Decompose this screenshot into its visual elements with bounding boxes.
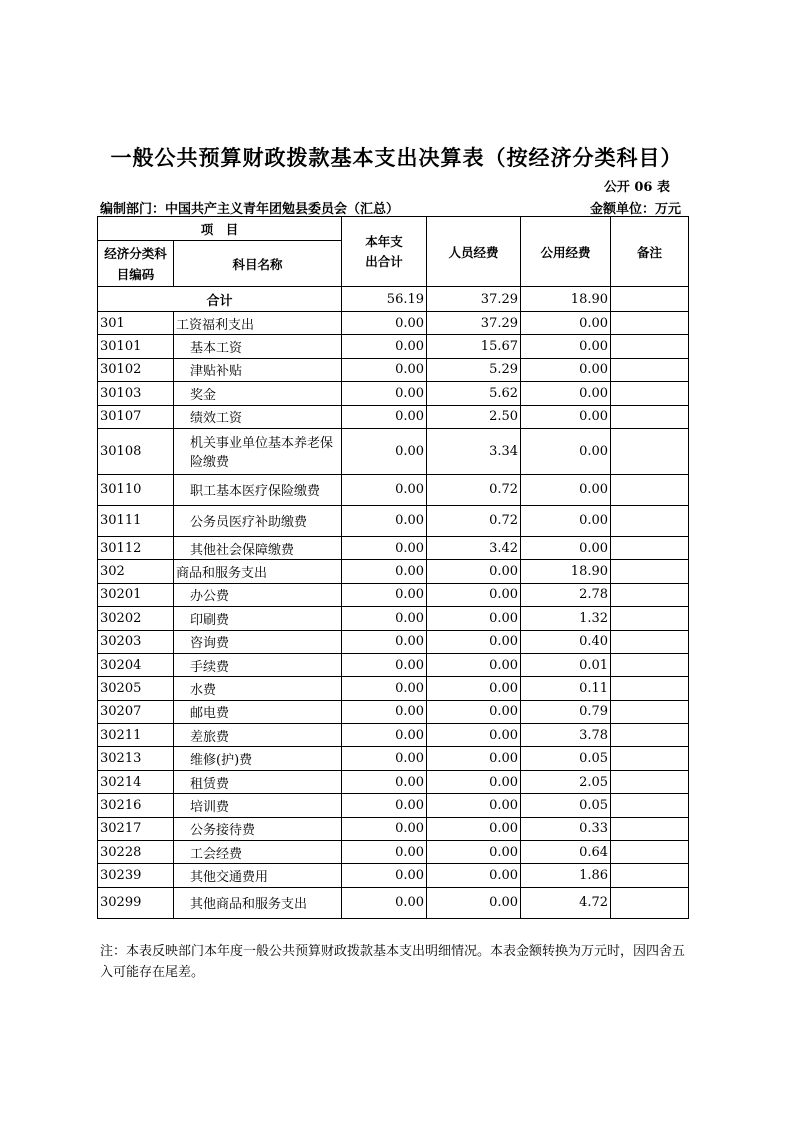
table-row [98, 382, 689, 405]
row-note [611, 428, 689, 474]
row-code: 30110 [98, 474, 174, 505]
page-title: 一般公共预算财政拨款基本支出决算表（按经济分类科目） [110, 146, 683, 170]
row-total: 0.00 [342, 505, 427, 536]
row-note [611, 505, 689, 536]
table-row [98, 630, 689, 653]
row-personnel: 3.34 [427, 428, 521, 474]
row-code: 30103 [98, 382, 174, 405]
row-personnel: 0.00 [427, 864, 521, 887]
row-personnel: 0.72 [427, 505, 521, 536]
row-personnel: 0.00 [427, 560, 521, 583]
table-row [98, 583, 689, 606]
table-row [98, 560, 689, 583]
table-row [98, 700, 689, 723]
row-total: 0.00 [342, 358, 427, 381]
header-note: 备注 [611, 217, 689, 287]
row-note [611, 607, 689, 630]
row-note [611, 700, 689, 723]
row-total: 0.00 [342, 382, 427, 405]
row-code: 30101 [98, 335, 174, 358]
row-public: 0.00 [521, 536, 611, 559]
row-name: 商品和服务支出 [174, 560, 342, 583]
row-total: 0.00 [342, 560, 427, 583]
table-row [98, 474, 689, 505]
row-code: 30107 [98, 405, 174, 428]
row-total: 0.00 [342, 335, 427, 358]
row-total: 0.00 [342, 841, 427, 864]
table-row [98, 428, 689, 474]
row-name: 其他交通费用 [174, 864, 342, 887]
row-name: 公务接待费 [174, 817, 342, 840]
row-note [611, 560, 689, 583]
row-public: 0.64 [521, 841, 611, 864]
row-total: 0.00 [342, 405, 427, 428]
row-note [611, 653, 689, 676]
row-note [611, 747, 689, 770]
row-personnel: 0.00 [427, 607, 521, 630]
row-name: 水费 [174, 677, 342, 700]
row-code: 301 [98, 312, 174, 335]
row-personnel: 0.00 [427, 841, 521, 864]
row-code: 30214 [98, 770, 174, 793]
table-row [98, 747, 689, 770]
row-public: 2.78 [521, 583, 611, 606]
total-public: 18.90 [521, 287, 611, 312]
row-code: 30102 [98, 358, 174, 381]
table-row [98, 770, 689, 793]
table-row [98, 405, 689, 428]
row-public: 1.86 [521, 864, 611, 887]
row-code: 30108 [98, 428, 174, 474]
row-total: 0.00 [342, 794, 427, 817]
row-total: 0.00 [342, 428, 427, 474]
row-total: 0.00 [342, 864, 427, 887]
table-row [98, 335, 689, 358]
row-code: 30111 [98, 505, 174, 536]
row-total: 0.00 [342, 607, 427, 630]
row-note [611, 358, 689, 381]
table-row [98, 841, 689, 864]
row-personnel: 0.00 [427, 630, 521, 653]
row-note [611, 382, 689, 405]
row-name: 绩效工资 [174, 405, 342, 428]
row-code: 30202 [98, 607, 174, 630]
row-total: 0.00 [342, 583, 427, 606]
row-note [611, 864, 689, 887]
row-code: 30112 [98, 536, 174, 559]
row-code: 30201 [98, 583, 174, 606]
row-total: 0.00 [342, 536, 427, 559]
footnote: 注：本表反映部门本年度一般公共预算财政拨款基本支出明细情况。本表金额转换为万元时，因四舍五入可能存在尾差。 [100, 944, 686, 980]
row-note [611, 312, 689, 335]
row-public: 0.33 [521, 817, 611, 840]
row-name: 办公费 [174, 583, 342, 606]
row-note [611, 474, 689, 505]
row-personnel: 37.29 [427, 312, 521, 335]
table-row [98, 864, 689, 887]
row-public: 3.78 [521, 724, 611, 747]
table-row [98, 653, 689, 676]
row-total: 0.00 [342, 312, 427, 335]
row-total: 0.00 [342, 700, 427, 723]
row-code: 30216 [98, 794, 174, 817]
row-personnel: 0.00 [427, 887, 521, 918]
total-row [98, 287, 689, 312]
row-code: 30205 [98, 677, 174, 700]
department-label: 编制部门：中国共产主义青年团勉县委员会（汇总） [100, 202, 400, 217]
row-name: 手续费 [174, 653, 342, 676]
row-name: 工会经费 [174, 841, 342, 864]
row-note [611, 770, 689, 793]
row-code: 30213 [98, 747, 174, 770]
total-personnel: 37.29 [427, 287, 521, 312]
row-name: 基本工资 [174, 335, 342, 358]
row-personnel: 15.67 [427, 335, 521, 358]
row-total: 0.00 [342, 653, 427, 676]
table-row [98, 607, 689, 630]
row-personnel: 0.00 [427, 747, 521, 770]
table-row [98, 358, 689, 381]
row-code: 30207 [98, 700, 174, 723]
row-name: 工资福利支出 [174, 312, 342, 335]
row-code: 30228 [98, 841, 174, 864]
row-note [611, 335, 689, 358]
row-public: 0.00 [521, 428, 611, 474]
table-row [98, 536, 689, 559]
row-note [611, 887, 689, 918]
row-name: 培训费 [174, 794, 342, 817]
row-personnel: 0.00 [427, 653, 521, 676]
row-public: 0.00 [521, 312, 611, 335]
total-label: 合计 [98, 287, 342, 312]
row-code: 30299 [98, 887, 174, 918]
row-code: 302 [98, 560, 174, 583]
header-public: 公用经费 [521, 217, 611, 287]
row-name: 咨询费 [174, 630, 342, 653]
total-note [611, 287, 689, 312]
row-public: 0.00 [521, 505, 611, 536]
row-code: 30211 [98, 724, 174, 747]
row-note [611, 677, 689, 700]
header-code: 经济分类科目编码 [98, 241, 174, 287]
row-note [611, 724, 689, 747]
row-personnel: 0.00 [427, 677, 521, 700]
row-public: 1.32 [521, 607, 611, 630]
row-public: 0.11 [521, 677, 611, 700]
table-row [98, 312, 689, 335]
row-public: 0.05 [521, 747, 611, 770]
row-note [611, 841, 689, 864]
row-note [611, 817, 689, 840]
row-code: 30217 [98, 817, 174, 840]
row-personnel: 2.50 [427, 405, 521, 428]
total-amount: 56.19 [342, 287, 427, 312]
row-name: 租赁费 [174, 770, 342, 793]
row-name: 其他商品和服务支出 [174, 887, 342, 918]
row-personnel: 5.29 [427, 358, 521, 381]
row-note [611, 794, 689, 817]
row-public: 0.79 [521, 700, 611, 723]
table-row [98, 817, 689, 840]
row-total: 0.00 [342, 630, 427, 653]
row-total: 0.00 [342, 677, 427, 700]
row-total: 0.00 [342, 770, 427, 793]
row-personnel: 5.62 [427, 382, 521, 405]
header-name: 科目名称 [174, 241, 342, 287]
row-personnel: 0.00 [427, 724, 521, 747]
header-item: 项 目 [98, 217, 342, 241]
table-row [98, 724, 689, 747]
row-code: 30203 [98, 630, 174, 653]
row-public: 0.40 [521, 630, 611, 653]
row-name: 奖金 [174, 382, 342, 405]
row-note [611, 630, 689, 653]
row-note [611, 536, 689, 559]
table-row [98, 794, 689, 817]
row-total: 0.00 [342, 474, 427, 505]
header-personnel: 人员经费 [427, 217, 521, 287]
row-note [611, 405, 689, 428]
row-personnel: 0.00 [427, 700, 521, 723]
row-personnel: 3.42 [427, 536, 521, 559]
table-row [98, 505, 689, 536]
row-personnel: 0.00 [427, 770, 521, 793]
row-personnel: 0.00 [427, 583, 521, 606]
row-public: 4.72 [521, 887, 611, 918]
row-code: 30204 [98, 653, 174, 676]
row-name: 津贴补贴 [174, 358, 342, 381]
row-name: 职工基本医疗保险缴费 [174, 474, 342, 505]
row-total: 0.00 [342, 747, 427, 770]
row-public: 18.90 [521, 560, 611, 583]
row-public: 0.00 [521, 335, 611, 358]
row-total: 0.00 [342, 724, 427, 747]
row-public: 0.01 [521, 653, 611, 676]
header-total: 本年支出合计 [342, 217, 427, 287]
row-public: 0.00 [521, 474, 611, 505]
table-row [98, 887, 689, 918]
row-total: 0.00 [342, 887, 427, 918]
row-public: 0.00 [521, 405, 611, 428]
expenditure-table [97, 216, 689, 919]
row-name: 差旅费 [174, 724, 342, 747]
form-number: 公开 06 表 [603, 180, 670, 195]
row-note [611, 583, 689, 606]
table-row [98, 677, 689, 700]
row-name: 印刷费 [174, 607, 342, 630]
row-name: 其他社会保障缴费 [174, 536, 342, 559]
row-public: 0.00 [521, 358, 611, 381]
row-personnel: 0.00 [427, 794, 521, 817]
row-public: 2.05 [521, 770, 611, 793]
row-name: 机关事业单位基本养老保险缴费 [174, 428, 342, 474]
row-name: 公务员医疗补助缴费 [174, 505, 342, 536]
row-personnel: 0.72 [427, 474, 521, 505]
unit-label: 金额单位：万元 [589, 202, 681, 217]
row-public: 0.05 [521, 794, 611, 817]
row-personnel: 0.00 [427, 817, 521, 840]
row-name: 维修(护)费 [174, 747, 342, 770]
row-code: 30239 [98, 864, 174, 887]
row-public: 0.00 [521, 382, 611, 405]
row-total: 0.00 [342, 817, 427, 840]
row-name: 邮电费 [174, 700, 342, 723]
